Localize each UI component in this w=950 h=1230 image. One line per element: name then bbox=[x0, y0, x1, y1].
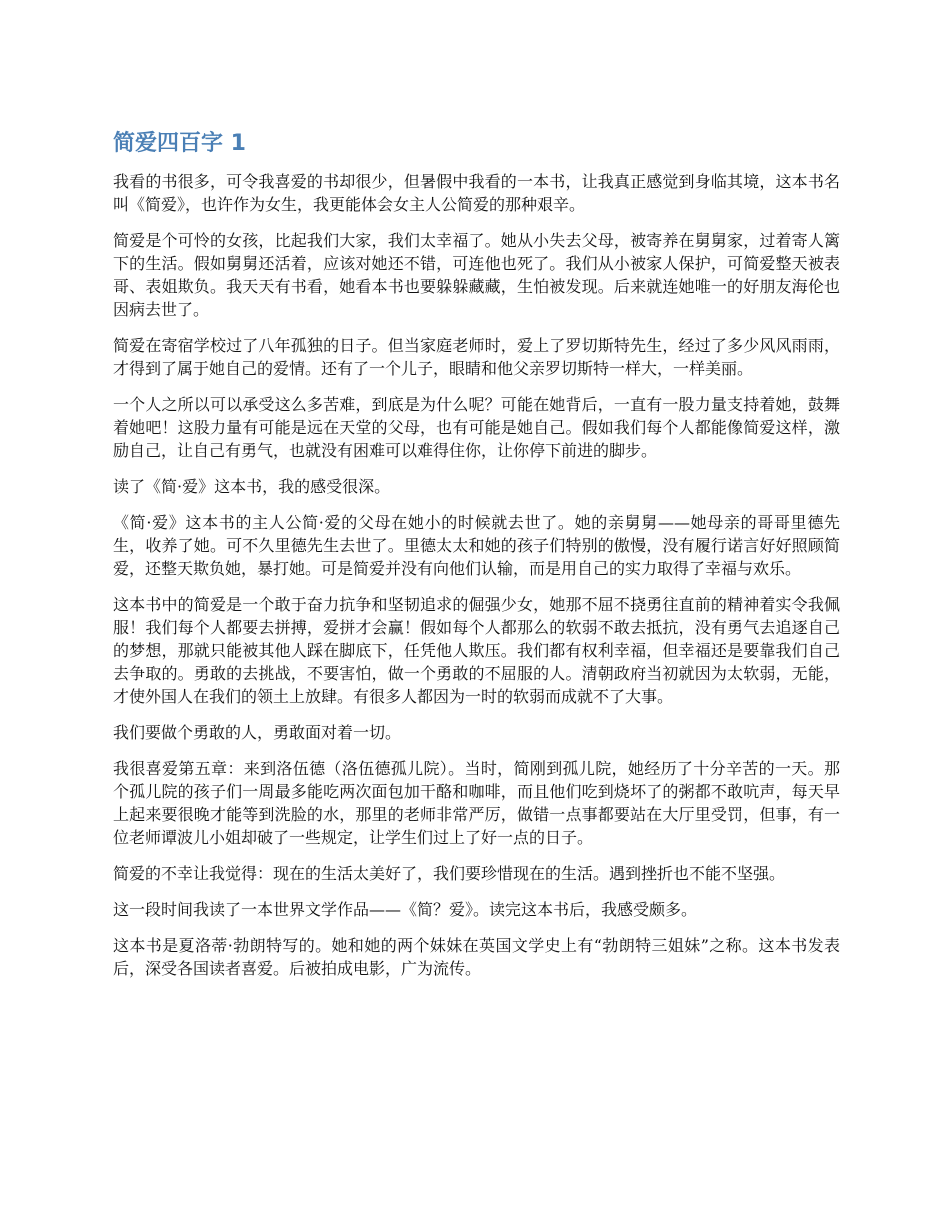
paragraph-12: 这本书是夏洛蒂·勃朗特写的。她和她的两个妹妹在英国文学史上有“勃朗特三姐妹”之称。这本书发表后，深受各国读者喜爱。后被拍成电影，广为流传。 bbox=[113, 936, 840, 978]
paragraph-1: 我看的书很多，可令我喜爱的书却很少，但暑假中我看的一本书，让我真正感觉到身临其境，这本书名叫《简爱》，也许作为女生，我更能体会女主人公简爱的那种艰辛。 bbox=[113, 172, 840, 214]
paragraph-9: 我很喜爱第五章：来到洛伍德（洛伍德孤儿院）。当时，简刚到孤儿院，她经历了十分辛苦的一天。那个孤儿院的孩子们一周最多能吃两次面包加干酪和咖啡，而且他们吃到烧坏了的粥都不敢吭声，每天早上起来要很晚才能等到洗脸的水，那里的老师非常严厉，做错一点事都要站在大厅里受罚，但事，有一位老师谭波儿小姐却破了一些规定，让学生们过上了好一点的日子。 bbox=[113, 759, 840, 847]
paragraph-10: 简爱的不幸让我觉得：现在的生活太美好了，我们要珍惜现在的生活。遇到挫折也不能不坚强。 bbox=[113, 864, 786, 883]
paragraph-11: 这一段时间我读了一本世界文学作品——《简？爱》。读完这本书后，我感受颇多。 bbox=[113, 900, 698, 919]
paragraph-4: 一个人之所以可以承受这么多苦难，到底是为什么呢？可能在她背后，一直有一股力量支持着她，鼓舞着她吧！这股力量有可能是远在天堂的父母，也有可能是她自己。假如我们每个人都能像简爱这样，激励自己，让自己有勇气，也就没有困难可以难得住你，让你停下前进的脚步。 bbox=[113, 395, 840, 460]
paragraph-7: 这本书中的简爱是一个敢于奋力抗争和坚韧追求的倔强少女，她那不屈不挠勇往直前的精神着实令我佩服！我们每个人都要去拼搏，爱拼才会赢！假如每个人都那么的软弱不敢去抵抗，没有勇气去追逐自己的梦想，那就只能被其他人踩在脚底下，任凭他人欺压。我们都有权利幸福，但幸福还是要靠我们自己去争取的。勇敢的去挑战，不要害怕，做一个勇敢的不屈服的人。清朝政府当初就因为太软弱，无能，才使外国人在我们的领土上放肆。有很多人都因为一时的软弱而成就不了大事。 bbox=[113, 595, 840, 706]
paragraph-2: 简爱是个可怜的女孩，比起我们大家，我们太幸福了。她从小失去父母，被寄养在舅舅家，过着寄人篱下的生活。假如舅舅还活着，应该对她还不错，可连他也死了。我们从小被家人保护，可简爱整天被表哥、表姐欺负。我天天有书看，她看本书也要躲躲藏藏，生怕被发现。后来就连她唯一的好朋友海伦也因病去世了。 bbox=[113, 231, 840, 319]
paragraph-8: 我们要做个勇敢的人，勇敢面对着一切。 bbox=[113, 723, 402, 742]
document-page bbox=[113, 128, 840, 993]
paragraph-3: 简爱在寄宿学校过了八年孤独的日子。但当家庭老师时，爱上了罗切斯特先生，经过了多少风风雨雨，才得到了属于她自己的爱情。还有了一个儿子，眼睛和他父亲罗切斯特一样大，一样美丽。 bbox=[113, 336, 840, 378]
document-title: 简爱四百字 1 bbox=[113, 131, 246, 156]
paragraph-6: 《简·爱》这本书的主人公简·爱的父母在她小的时候就去世了。她的亲舅舅——她母亲的哥哥里德先生，收养了她。可不久里德先生去世了。里德太太和她的孩子们特别的傲慢，没有履行诺言好好照顾简爱，还整天欺负她，暴打她。可是简爱并没有向他们认输，而是用自己的实力取得了幸福与欢乐。 bbox=[113, 513, 840, 578]
paragraph-5: 读了《简·爱》这本书，我的感受很深。 bbox=[113, 477, 391, 496]
